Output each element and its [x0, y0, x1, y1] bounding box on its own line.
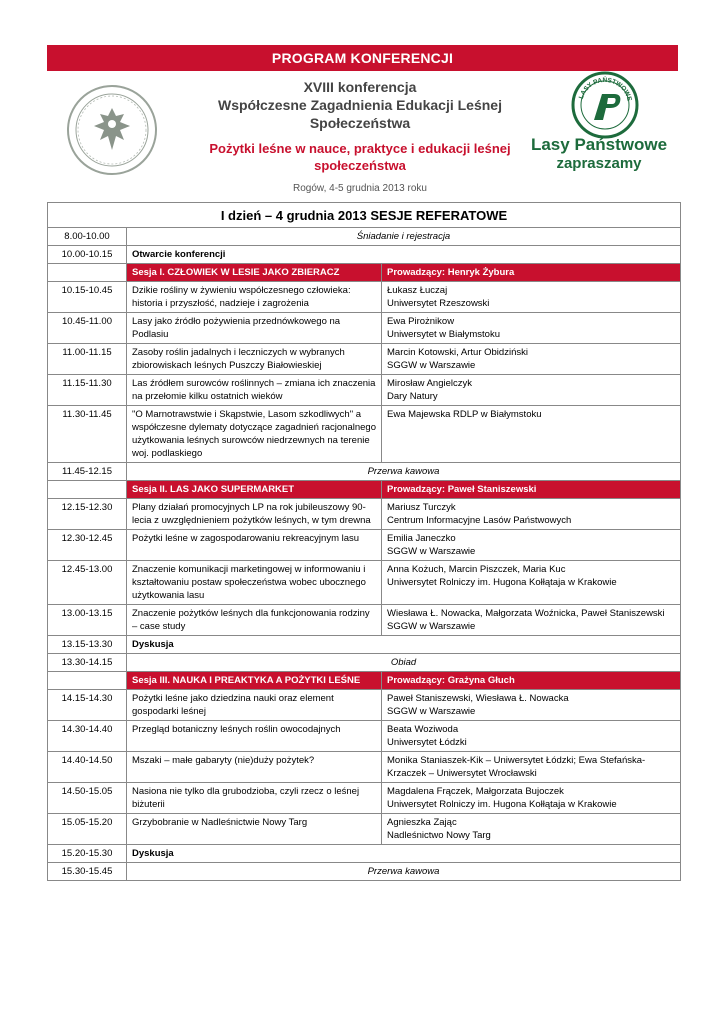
session-row — [48, 672, 681, 690]
speaker-cell — [382, 783, 681, 814]
time-cell: 14.30-14.40 — [48, 721, 127, 752]
speaker-name: Łukasz Łuczaj — [387, 285, 448, 296]
table-row — [48, 246, 681, 264]
table-row — [48, 499, 681, 530]
session-title: Sesja II. LAS JAKO SUPERMARKET — [127, 481, 382, 499]
speaker-cell — [382, 814, 681, 845]
talk-title: Nasiona nie tylko dla grubodzioba, czyli rzecz o leśnej biżuterii — [127, 783, 382, 814]
talk-title: Las źródłem surowców roślinnych – zmiana ich znaczenia na przełomie kilku ostatnich wieków — [127, 375, 382, 406]
table-row — [48, 752, 681, 783]
table-row — [48, 282, 681, 313]
talk-title: Mszaki – małe gabaryty (nie)duży pożytek? — [127, 752, 382, 783]
table-row — [48, 721, 681, 752]
agenda-item: Śniadanie i rejestracja — [127, 228, 681, 246]
table-row — [48, 406, 681, 463]
time-cell: 11.30-11.45 — [48, 406, 127, 463]
conference-subtitle: Pożytki leśne w nauce, praktyce i edukacji leśnej społeczeństwa — [209, 141, 511, 173]
logo-ring-text: LASY PAŃSTWOWE — [577, 76, 633, 102]
speaker-name: Mirosław Angielczyk — [387, 378, 472, 389]
table-row — [48, 228, 681, 246]
talk-title: Znaczenie pożytków leśnych dla funkcjonowania rodziny – case study — [127, 605, 382, 636]
university-seal-icon — [66, 84, 158, 176]
table-row — [48, 561, 681, 605]
speaker-name: Paweł Staniszewski, Wiesława Ł. Nowacka — [387, 693, 569, 704]
time-cell: 13.30-14.15 — [48, 654, 127, 672]
conference-title: Współczesne Zagadnienia Edukacji Leśnej Społeczeństwa — [218, 97, 502, 131]
conference-header — [170, 78, 550, 195]
table-row — [48, 863, 681, 881]
speaker-affiliation: Nadleśnictwo Nowy Targ — [387, 830, 491, 841]
table-row — [48, 814, 681, 845]
program-table — [47, 202, 681, 881]
logo-invite: zapraszamy — [556, 155, 642, 172]
time-cell: 11.45-12.15 — [48, 463, 127, 481]
table-row — [48, 690, 681, 721]
table-row — [48, 313, 681, 344]
time-cell — [48, 672, 127, 690]
time-cell: 14.40-14.50 — [48, 752, 127, 783]
talk-title: Plany działań promocyjnych LP na rok jubileuszowy 90-lecia z uwzględnieniem pożytków leśnych, w tym drewna — [127, 499, 382, 530]
time-cell — [48, 481, 127, 499]
speaker-name: Emilia Janeczko — [387, 533, 456, 544]
agenda-item: Dyskusja — [127, 636, 681, 654]
speaker-cell — [382, 499, 681, 530]
speaker-cell — [382, 530, 681, 561]
agenda-item: Dyskusja — [127, 845, 681, 863]
session-row — [48, 264, 681, 282]
time-cell: 12.45-13.00 — [48, 561, 127, 605]
speaker-affiliation: Uniwersytet w Białymstoku — [387, 329, 500, 340]
time-cell: 14.15-14.30 — [48, 690, 127, 721]
speaker-cell — [382, 375, 681, 406]
table-row — [48, 783, 681, 814]
lasy-panstwowe-logo-icon — [570, 70, 640, 140]
talk-title: Znaczenie komunikacji marketingowej w informowaniu i kształtowaniu postaw społeczeństwa wobec ubocznego użytkowania lasu — [127, 561, 382, 605]
time-cell: 15.20-15.30 — [48, 845, 127, 863]
speaker-affiliation: Uniwersytet Rolniczy im. Hugona Kołłątaja w Krakowie — [387, 799, 617, 810]
speaker-name: Magdalena Frączek, Małgorzata Bujoczek — [387, 786, 564, 797]
speaker-name: Ewa Pirożnikow — [387, 316, 455, 327]
table-row — [48, 463, 681, 481]
speaker-name: Marcin Kotowski, Artur Obidziński — [387, 347, 528, 358]
talk-title: "O Marnotrawstwie i Skąpstwie, Lasom szkodliwych" a współczesne dylematy dotyczące zagadnień racjonalnego użytkowania leśnych surowców niedrzewnych na terenie woj. podlaskiego — [127, 406, 382, 463]
time-cell: 10.45-11.00 — [48, 313, 127, 344]
talk-title: Grzybobranie w Nadleśnictwie Nowy Targ — [127, 814, 382, 845]
time-cell: 13.00-13.15 — [48, 605, 127, 636]
table-row — [48, 605, 681, 636]
speaker-name: Mariusz Turczyk — [387, 502, 456, 513]
speaker-name: Anna Kożuch, Marcin Piszczek, Maria Kuc — [387, 564, 566, 575]
speaker-affiliation: Uniwersytet Rolniczy im. Hugona Kołłątaja w Krakowie — [387, 577, 617, 588]
time-cell: 12.15-12.30 — [48, 499, 127, 530]
agenda-item: Obiad — [127, 654, 681, 672]
conference-edition: XVIII konferencja — [303, 79, 417, 95]
speaker-cell — [382, 752, 681, 783]
speaker-affiliation: Uniwersytet Łódzki — [387, 737, 467, 748]
talk-title: Lasy jako źródło pożywienia przednówkowego na Podlasiu — [127, 313, 382, 344]
time-cell: 15.05-15.20 — [48, 814, 127, 845]
time-cell: 12.30-12.45 — [48, 530, 127, 561]
session-row — [48, 481, 681, 499]
session-chair: Prowadzący: Grażyna Głuch — [382, 672, 681, 690]
time-cell: 11.15-11.30 — [48, 375, 127, 406]
time-cell: 10.15-10.45 — [48, 282, 127, 313]
speaker-cell — [382, 282, 681, 313]
table-row — [48, 636, 681, 654]
time-cell: 10.00-10.15 — [48, 246, 127, 264]
table-row — [48, 845, 681, 863]
time-cell: 8.00-10.00 — [48, 228, 127, 246]
time-cell: 13.15-13.30 — [48, 636, 127, 654]
agenda-item: Przerwa kawowa — [127, 863, 681, 881]
talk-title: Dzikie rośliny w żywieniu współczesnego człowieka: historia i przyszłość, nadzieje i zagrożenia — [127, 282, 382, 313]
speaker-affiliation: SGGW w Warszawie — [387, 546, 476, 557]
speaker-affiliation: Uniwersytet Rzeszowski — [387, 298, 490, 309]
speaker-cell — [382, 344, 681, 375]
table-row — [48, 654, 681, 672]
table-row — [48, 530, 681, 561]
session-chair: Prowadzący: Paweł Staniszewski — [382, 481, 681, 499]
talk-title: Pożytki leśne w zagospodarowaniu rekreacyjnym lasu — [127, 530, 382, 561]
day-heading: I dzień – 4 grudnia 2013 SESJE REFERATOWE — [48, 203, 681, 228]
speaker-affiliation: Centrum Informacyjne Lasów Państwowych — [387, 515, 572, 526]
speaker-affiliation: SGGW w Warszawie — [387, 706, 476, 717]
speaker-cell — [382, 561, 681, 605]
speaker-name: Wiesława Ł. Nowacka, Małgorzata Woźnicka, Paweł Staniszewski — [387, 608, 665, 619]
time-cell: 14.50-15.05 — [48, 783, 127, 814]
agenda-item: Otwarcie konferencji — [127, 246, 681, 264]
speaker-cell — [382, 721, 681, 752]
session-title: Sesja III. NAUKA I PREAKTYKA A POŻYTKI LEŚNE — [127, 672, 382, 690]
speaker-cell — [382, 313, 681, 344]
speaker-cell — [382, 690, 681, 721]
speaker-cell — [382, 406, 681, 463]
program-banner: PROGRAM KONFERENCJI — [47, 45, 678, 71]
talk-title: Zasoby roślin jadalnych i leczniczych w wybranych zbiorowiskach leśnych Puszczy Białowieskiej — [127, 344, 382, 375]
speaker-affiliation: Dary Natury — [387, 391, 438, 402]
day-heading-row — [48, 203, 681, 228]
logo-name: Lasy Państwowe — [530, 135, 668, 154]
table-row — [48, 344, 681, 375]
conference-place-date: Rogów, 4-5 grudnia 2013 roku — [293, 183, 427, 194]
talk-title: Przegląd botaniczny leśnych roślin owocodajnych — [127, 721, 382, 752]
speaker-affiliation: SGGW w Warszawie — [387, 621, 476, 632]
agenda-item: Przerwa kawowa — [127, 463, 681, 481]
speaker-affiliation: SGGW w Warszawie — [387, 360, 476, 371]
session-title: Sesja I. CZŁOWIEK W LESIE JAKO ZBIERACZ — [127, 264, 382, 282]
time-cell — [48, 264, 127, 282]
speaker-name: Agnieszka Zając — [387, 817, 457, 828]
time-cell: 11.00-11.15 — [48, 344, 127, 375]
speaker-cell — [382, 605, 681, 636]
time-cell: 15.30-15.45 — [48, 863, 127, 881]
speaker-name: Ewa Majewska RDLP w Białymstoku — [387, 409, 542, 420]
session-chair: Prowadzący: Henryk Żybura — [382, 264, 681, 282]
talk-title: Pożytki leśne jako dziedzina nauki oraz element gospodarki leśnej — [127, 690, 382, 721]
speaker-name: Beata Woziwoda — [387, 724, 459, 735]
table-row — [48, 375, 681, 406]
speaker-name: Monika Staniaszek-Kik – Uniwersytet Łódzki; Ewa Stefańska-Krzaczek – Uniwersytet Wrocławski — [387, 755, 646, 779]
